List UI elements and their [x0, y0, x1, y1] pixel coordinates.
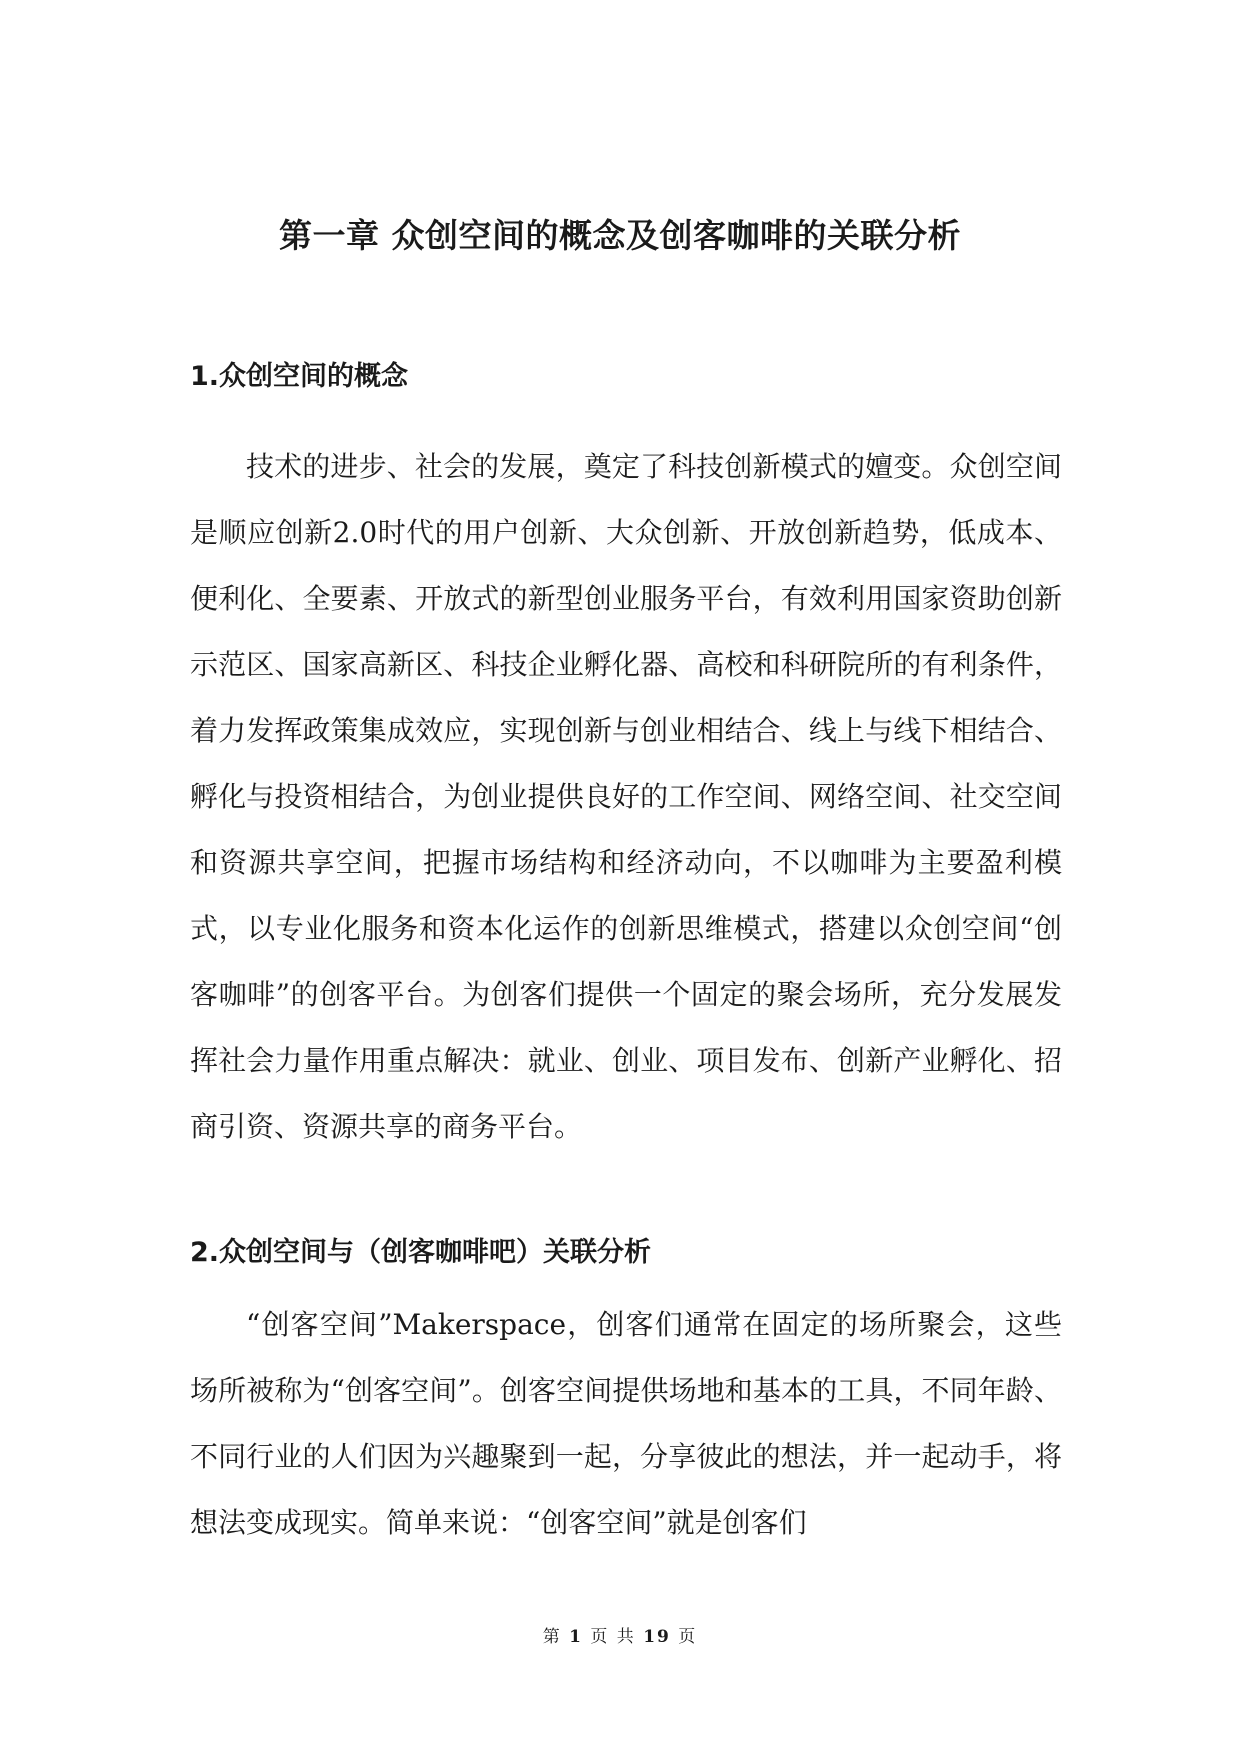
- footer-prefix: 第: [542, 1627, 562, 1647]
- chapter-title: 第一章 众创空间的概念及创客咖啡的关联分析: [279, 216, 961, 255]
- page-footer: [0, 1622, 1240, 1647]
- section-heading-2: 2.众创空间与（创客咖啡吧）关联分析: [190, 1237, 652, 1268]
- section-heading-1: 1.众创空间的概念: [190, 361, 409, 392]
- section-1-paragraph: 技术的进步、社会的发展，奠定了科技创新模式的嬗变。众创空间是顺应创新2.0时代的用户创新、大众创新、开放创新趋势，低成本、便利化、全要素、开放式的新型创业服务平台，有效利用国家资助创新示范区、国家高新区、科技企业孵化器、高校和科研院所的有利条件，着力发挥政策集成效应，实现创新与创业相结合、线上与线下相结合、孵化与投资相结合，为创业提供良好的工作空间、网络空间、社交空间和资源共享空间，把握市场结构和经济动向，不以咖啡为主要盈利模式，以专业化服务和资本化运作的创新思维模式，搭建以众创空间“创客咖啡”的创客平台。为创客们提供一个固定的聚会场所，充分发展发挥社会力量作用重点解决：就业、创业、项目发布、创新产业孵化、招商引资、资源共享的商务平台。: [190, 450, 1062, 1143]
- footer-page-number: 1: [569, 1627, 583, 1647]
- footer-total-pages: 19: [643, 1627, 671, 1647]
- footer-suffix: 页: [678, 1627, 698, 1647]
- footer-middle: 页 共: [590, 1627, 636, 1647]
- section-2-paragraph: “创客空间”Makerspace，创客们通常在固定的场所聚会，这些场所被称为“创客空间”。创客空间提供场地和基本的工具，不同年龄、不同行业的人们因为兴趣聚到一起，分享彼此的想法，并一起动手，将想法变成现实。简单来说：“创客空间”就是创客们: [190, 1308, 1062, 1539]
